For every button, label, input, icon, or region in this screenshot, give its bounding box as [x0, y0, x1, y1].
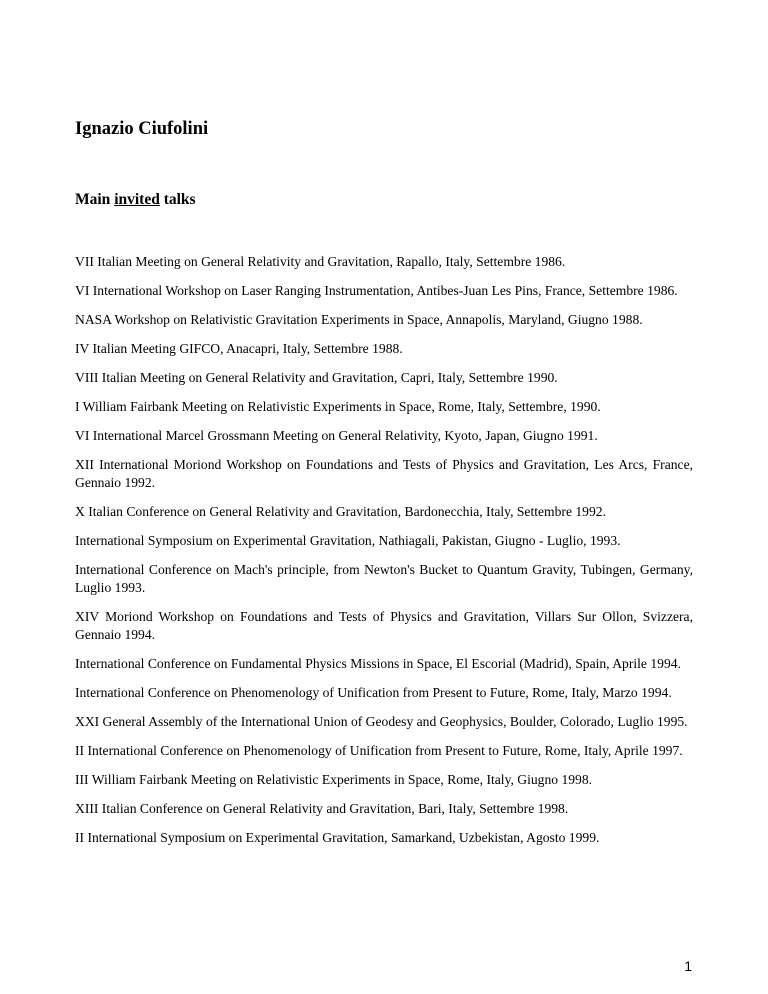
- talk-item: I William Fairbank Meeting on Relativistic Experiments in Space, Rome, Italy, Settembre, 1990.: [75, 399, 601, 414]
- section-heading-prefix: Main: [75, 191, 115, 208]
- talk-item: International Symposium on Experimental Gravitation, Nathiagali, Pakistan, Giugno - Luglio, 1993.: [75, 533, 621, 548]
- talk-item: VI International Workshop on Laser Ranging Instrumentation, Antibes-Juan Les Pins, France, Settembre 1986.: [75, 283, 678, 298]
- talk-item: International Conference on Mach's principle, from Newton's Bucket to Quantum Gravity, Tubingen, Germany, Luglio 1993.: [75, 562, 693, 595]
- talks-list: [75, 253, 693, 858]
- talk-item: XIII Italian Conference on General Relativity and Gravitation, Bari, Italy, Settembre 1998.: [75, 801, 569, 816]
- talk-item: International Conference on Phenomenology of Unification from Present to Future, Rome, Italy, Marzo 1994.: [75, 685, 672, 700]
- talk-item: X Italian Conference on General Relativity and Gravitation, Bardonecchia, Italy, Settembre 1992.: [75, 504, 606, 519]
- talk-item: IV Italian Meeting GIFCO, Anacapri, Italy, Settembre 1988.: [75, 341, 403, 356]
- talk-item: II International Conference on Phenomenology of Unification from Present to Future, Rome, Italy, Aprile 1997.: [75, 743, 683, 758]
- section-heading: [75, 191, 196, 209]
- author-name: Ignazio Ciufolini: [75, 119, 209, 139]
- talk-item: III William Fairbank Meeting on Relativistic Experiments in Space, Rome, Italy, Giugno 1998.: [75, 772, 593, 787]
- talk-item: XXI General Assembly of the International Union of Geodesy and Geophysics, Boulder, Colorado, Luglio 1995.: [75, 714, 688, 729]
- talk-item: NASA Workshop on Relativistic Gravitation Experiments in Space, Annapolis, Maryland, Giugno 1988.: [75, 312, 643, 327]
- talk-item: VI International Marcel Grossmann Meeting on General Relativity, Kyoto, Japan, Giugno 1991.: [75, 428, 598, 443]
- section-heading-suffix: talks: [159, 191, 196, 208]
- page-number: 1: [684, 958, 692, 974]
- talk-item: XII International Moriond Workshop on Foundations and Tests of Physics and Gravitation, Les Arcs, France, Gennaio 1992.: [75, 457, 693, 490]
- talk-item: VII Italian Meeting on General Relativity and Gravitation, Rapallo, Italy, Settembre 1986.: [75, 254, 566, 269]
- section-heading-underlined: invited: [114, 191, 160, 208]
- talk-item: II International Symposium on Experimental Gravitation, Samarkand, Uzbekistan, Agosto 1999.: [75, 830, 600, 845]
- talk-item: International Conference on Fundamental Physics Missions in Space, El Escorial (Madrid), Spain, Aprile 1994.: [75, 656, 681, 671]
- talk-item: XIV Moriond Workshop on Foundations and Tests of Physics and Gravitation, Villars Sur Ollon, Svizzera, Gennaio 1994.: [75, 609, 693, 642]
- talk-item: VIII Italian Meeting on General Relativity and Gravitation, Capri, Italy, Settembre 1990.: [75, 370, 558, 385]
